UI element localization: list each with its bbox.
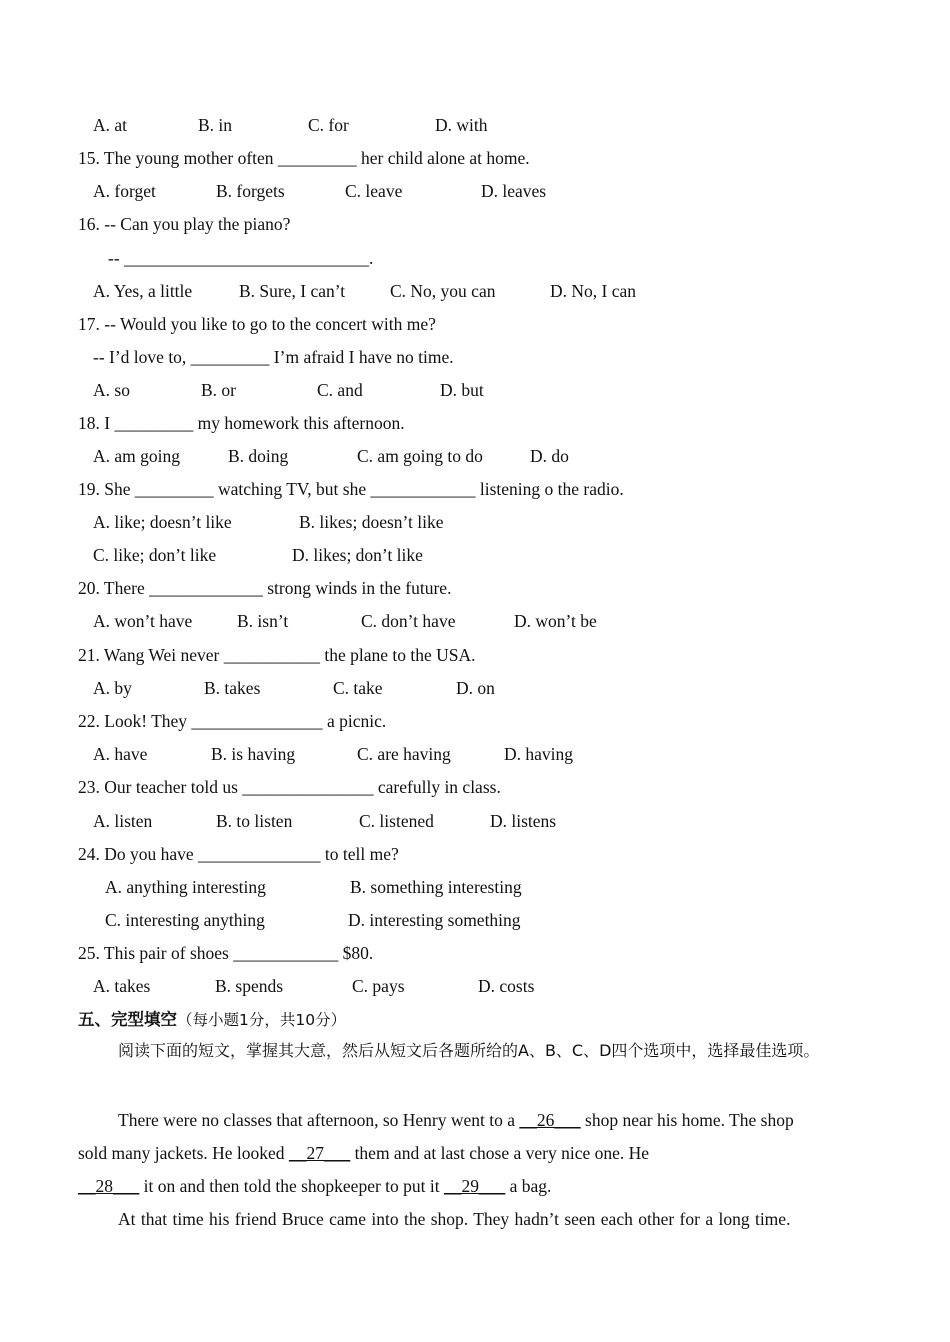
option-b: B. is having [211, 744, 296, 764]
question-17-stem: 17. -- Would you like to go to the concert with me? [78, 314, 436, 334]
question-22-stem: 22. Look! They _______________ a picnic. [78, 711, 387, 731]
option-a: A. am going [93, 446, 181, 466]
option-d: D. No, I can [550, 281, 637, 301]
option-b: B. to listen [216, 811, 293, 831]
option-d: D. interesting something [348, 910, 521, 930]
option-c: C. No, you can [390, 281, 496, 301]
option-d: D. costs [478, 976, 535, 996]
option-d: D. on [456, 678, 495, 698]
option-c: C. leave [345, 181, 403, 201]
question-17-response: -- I’d love to, _________ I’m afraid I have no time. [93, 347, 454, 367]
option-d: D. leaves [481, 181, 547, 201]
blank-27: __27___ [288, 1143, 351, 1163]
passage-text: a bag. [505, 1176, 552, 1196]
blank-29: __29___ [444, 1176, 506, 1196]
question-16-stem: 16. -- Can you play the piano? [78, 214, 291, 234]
option-c: C. interesting anything [105, 910, 265, 930]
question-18-stem: 18. I _________ my homework this afternoon. [78, 413, 405, 433]
option-b: B. something interesting [350, 877, 522, 897]
option-c: C. am going to do [357, 446, 483, 466]
option-a: A. listen [93, 811, 153, 831]
section-subtitle: （每小题1分，共10分） [177, 1011, 347, 1029]
passage-text: sold many jackets. He looked [78, 1143, 289, 1163]
option-a: A. forget [93, 181, 156, 201]
option-a: A. won’t have [93, 611, 193, 631]
option-a: A. like; doesn’t like [93, 512, 232, 532]
question-20-stem: 20. There _____________ strong winds in the future. [78, 578, 452, 598]
option-b: B. forgets [216, 181, 285, 201]
option-c: C. like; don’t like [93, 545, 217, 565]
section-instruction: 阅读下面的短文，掌握其大意，然后从短文后各题所给的A、B、C、D四个选项中，选择最佳选项。 [118, 1041, 820, 1060]
option-c: C. and [317, 380, 363, 400]
option-b: B. or [201, 380, 236, 400]
option-b: B. takes [204, 678, 261, 698]
passage-text: There were no classes that afternoon, so Henry went to a [118, 1110, 520, 1130]
question-16-response: -- ____________________________. [108, 248, 374, 268]
option-c: C. for [308, 115, 349, 135]
question-21-stem: 21. Wang Wei never ___________ the plane to the USA. [78, 645, 476, 665]
passage-text: them and at last chose a very nice one. He [350, 1143, 650, 1163]
section-title: 五、完型填空 [78, 1010, 177, 1029]
passage-line-1 [118, 1109, 794, 1131]
option-d: D. with [435, 115, 488, 135]
option-c: C. take [333, 678, 383, 698]
option-a: A. at [93, 115, 128, 135]
passage-line-2 [78, 1142, 649, 1164]
option-b: B. isn’t [237, 611, 289, 631]
section-heading [78, 1008, 346, 1031]
option-b: B. doing [228, 446, 289, 466]
option-b: B. likes; doesn’t like [299, 512, 444, 532]
option-a: A. so [93, 380, 130, 400]
passage-line-4: At that time his friend Bruce came into the shop. They hadn’t seen each other for a long time. [118, 1209, 791, 1229]
option-b: B. in [198, 115, 233, 135]
question-23-stem: 23. Our teacher told us _______________ carefully in class. [78, 777, 501, 797]
option-d: D. likes; don’t like [292, 545, 423, 565]
option-c: C. don’t have [361, 611, 456, 631]
option-a: A. Yes, a little [93, 281, 193, 301]
option-d: D. won’t be [514, 611, 597, 631]
question-25-stem: 25. This pair of shoes ____________ $80. [78, 943, 374, 963]
option-a: A. anything interesting [105, 877, 266, 897]
option-d: D. do [530, 446, 569, 466]
passage-line-3 [78, 1175, 551, 1197]
option-c: C. are having [357, 744, 451, 764]
option-d: D. having [504, 744, 574, 764]
question-24-stem: 24. Do you have ______________ to tell me? [78, 844, 399, 864]
question-19-stem: 19. She _________ watching TV, but she ____________ listening o the radio. [78, 479, 624, 499]
blank-26: __26___ [519, 1110, 581, 1130]
option-b: B. Sure, I can’t [239, 281, 346, 301]
passage-text: it on and then told the shopkeeper to put it [139, 1176, 444, 1196]
option-c: C. pays [352, 976, 405, 996]
passage-text: shop near his home. The shop [580, 1110, 794, 1130]
option-a: A. have [93, 744, 148, 764]
option-a: A. takes [93, 976, 151, 996]
option-d: D. but [440, 380, 484, 400]
option-d: D. listens [490, 811, 557, 831]
option-b: B. spends [215, 976, 284, 996]
option-c: C. listened [359, 811, 434, 831]
question-15-stem: 15. The young mother often _________ her child alone at home. [78, 148, 530, 168]
option-a: A. by [93, 678, 132, 698]
blank-28: __28___ [78, 1176, 140, 1196]
